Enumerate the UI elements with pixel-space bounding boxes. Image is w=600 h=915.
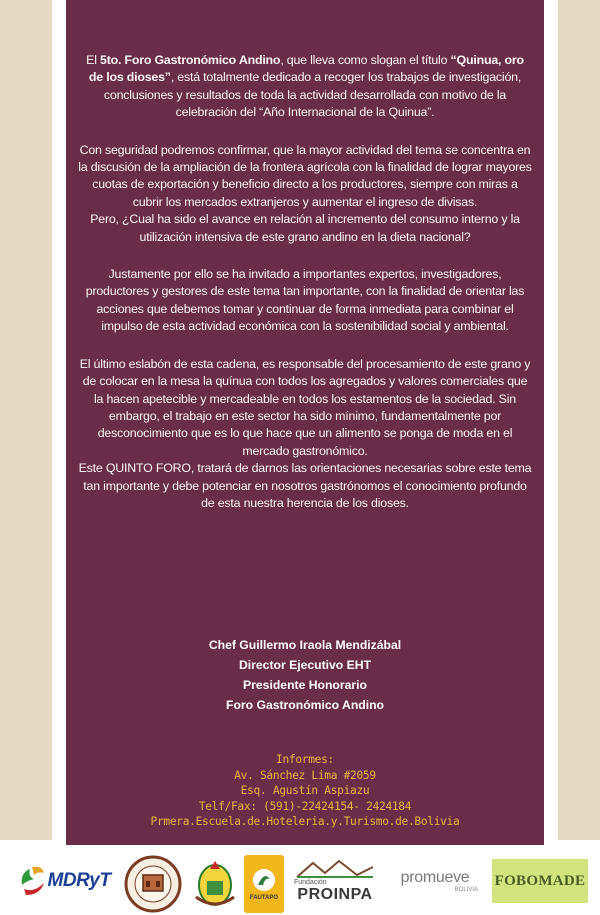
paragraph-1 (78, 52, 532, 122)
p1-part-c: , que lleva como slogan el título (280, 53, 451, 67)
forum-name: 5to. Foro Gastronómico Andino (100, 53, 281, 67)
fobomade-logo (492, 859, 588, 903)
proinpa-mountains-icon (295, 859, 375, 879)
signature-org: Foro Gastronómico Andino (226, 698, 384, 712)
contact-info (66, 752, 544, 830)
signature-role-1: Director Ejecutivo EHT (238, 658, 372, 672)
p2-text: Con seguridad podremos confirmar, que la mayor actividad del tema se concentra en la discusión de la ampliación de la frontera agrícola con la finalidad de lograr mayores cuotas de exportación y beneficio directo a los productores, siempre con miras a cubrir los mercados extranjeros y aumentar el ingreso de divisas. (78, 142, 532, 209)
fobomade-text: FOBOMADE (494, 872, 586, 889)
signature-name: Chef Guillermo Iraola Mendizábal (208, 638, 402, 652)
sponsor-logos-bar (0, 845, 600, 915)
mdryt-text: MDRyT (47, 870, 111, 891)
p1-part-a: El (86, 53, 101, 67)
left-side-strip (0, 0, 52, 840)
promueve-sub-text: BOLIVIA (454, 887, 478, 893)
fautapo-logo (244, 855, 284, 913)
article-body (78, 52, 532, 532)
p1-part-e: , está totalmente dedicado a recoger los trabajos de investigación, conclusiones y resultados de toda la actividad desarrollada con motivo de la celebración del “Año Internacional de la Quinua”. (103, 70, 522, 120)
p2-question: Pero, ¿Cual ha sido el avance en relación al incremento del consumo interno y la utilización intensiva de este grano andino en la dieta nacional? (90, 212, 520, 244)
proinpa-logo (292, 855, 378, 907)
mdryt-logo-icon (18, 863, 48, 899)
signature-role-2: Presidente Honorario (243, 678, 367, 692)
right-side-strip (558, 0, 600, 840)
forum-slogan: “Quinua, oro de los dioses” (88, 53, 524, 85)
info-site[interactable]: Prmera.Escuela.de.Hoteleria.y.Turismo.de.Bolivia (150, 815, 460, 828)
signature-block (66, 635, 544, 715)
info-address-2: Esq. Agustín Aspiazu (240, 784, 370, 797)
bolivia-coat-of-arms-icon (190, 855, 240, 913)
bolivia-coat-of-arms (186, 855, 244, 913)
paragraph-4 (78, 356, 532, 513)
paragraph-3: Justamente por ello se ha invitado a importantes expertos, investigadores, productores y gestores de este tema tan importante, con la finalidad de orientar las acciones que debemos tomar y continuar de forma inmediata para combinar el impulso de esta actividad económica con la sostenibilidad social y ambiental. (85, 267, 525, 334)
content-panel (66, 0, 544, 845)
institution-crest (124, 855, 182, 913)
p4-text: El último eslabón de esta cadena, es responsable del procesamiento de este grano y de colocar en la mesa la quínua con todos los agregados y valores comerciales que la hacen apetecible y mercadeable en todos los estamentos de la sociedad. Sin embargo, el trabajo en este sector ha sido mínimo, fundamentalmente por desconocimiento que es lo que hace que un alimento se ponga de moda en el mercado gastronómico. (79, 356, 531, 458)
promueve-logo (386, 855, 484, 907)
paragraph-2 (78, 142, 532, 246)
info-phone: Telf/Fax: (591)-22424154- 2424184 (198, 799, 412, 813)
info-address-1: Av. Sánchez Lima #2059 (234, 768, 376, 782)
mdryt-logo (14, 855, 114, 907)
proinpa-text: PROINPA (297, 885, 373, 903)
promueve-text: promueve (400, 869, 470, 886)
info-heading: Informes: (276, 753, 334, 766)
p4-closing: Este QUINTO FORO, tratará de darnos las orientaciones necesarias sobre este tema tan importante y debe potenciar en nosotros gastrónomos el conocimiento profundo de esta nuestra herencia de los dioses. (78, 461, 532, 510)
fautapo-text: FAUTAPO (249, 895, 279, 901)
fautapo-logo-icon (251, 867, 277, 893)
institution-crest-icon (124, 855, 182, 913)
proinpa-top-text: Fundación (294, 878, 327, 886)
